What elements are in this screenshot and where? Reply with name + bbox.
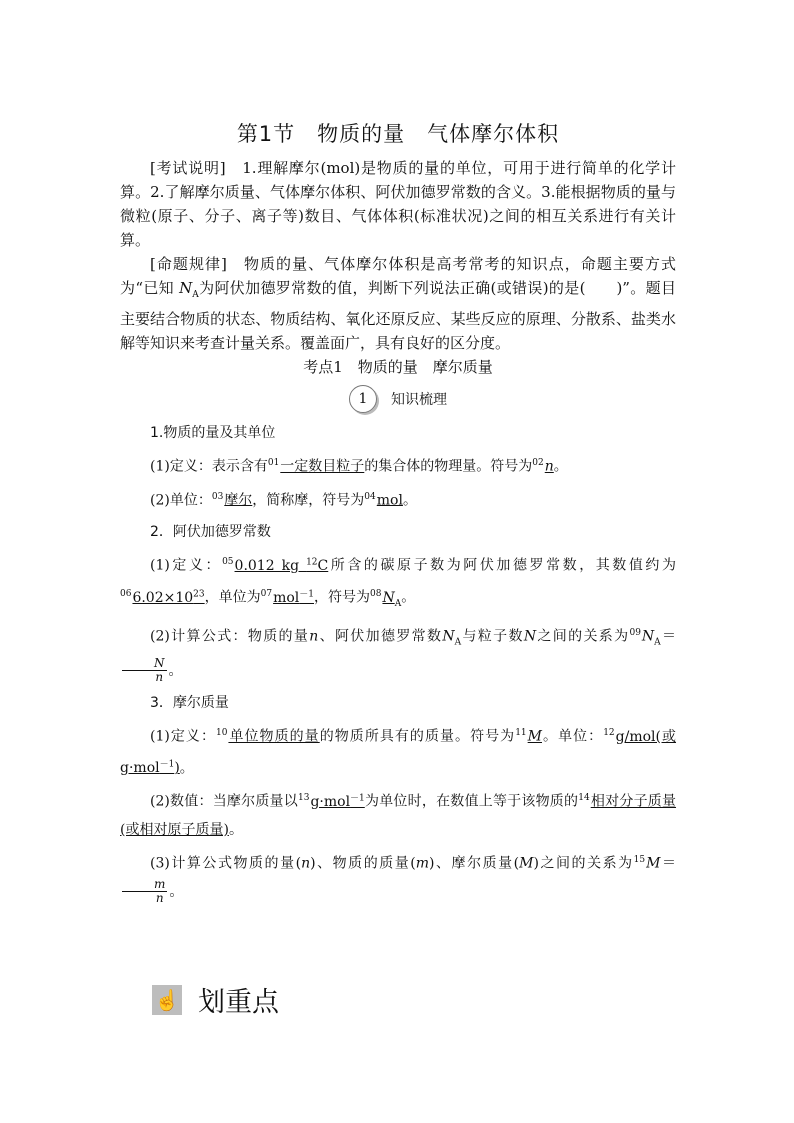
text: 。单位： — [542, 728, 604, 745]
denominator: n — [155, 670, 164, 685]
superscript: －1 — [299, 588, 314, 599]
text: 。 — [168, 662, 183, 679]
var: M — [646, 855, 661, 872]
text: 。 — [553, 458, 568, 475]
rule-na-sub: A — [192, 290, 199, 300]
superscript: －1 — [350, 793, 365, 804]
rule-text-b: 为阿伏加德罗常数的值，判断下列说法正确(或错误)的是( )”。题目主要结合物质的状态、物质结构、氧化还原反应、某些反应的原理、分散系、盐类水解等知识来考查计量关系。覆盖面广，具有良好的区分度。 — [120, 279, 676, 352]
answer-number: 04 — [364, 491, 376, 502]
text: g/mol(或 g·mol — [120, 728, 677, 777]
s3-definition — [120, 719, 676, 782]
answer-blank — [273, 590, 314, 606]
answer-number: 13 — [298, 793, 310, 804]
denominator: n — [155, 891, 164, 905]
text: 、阿伏加德罗常数 — [318, 629, 443, 646]
answer-blank: mol — [376, 492, 403, 509]
answer-number: 14 — [578, 793, 590, 804]
section-3-heading: 3．摩尔质量 — [150, 694, 229, 711]
text: (1)定义：表示含有 — [150, 458, 268, 475]
var: N — [442, 629, 455, 646]
text: N — [382, 589, 395, 606]
answer-number: 09 — [629, 628, 641, 639]
text: (3)计算公式物质的量( — [150, 855, 302, 872]
var: m — [415, 855, 430, 872]
answer-blank: 一定数目粒子 — [280, 458, 365, 475]
answer-blank: 单位物质的量 — [228, 728, 320, 745]
knowledge-label: 知识梳理 — [391, 392, 447, 408]
text: ＝ — [660, 855, 676, 872]
answer-number: 03 — [211, 491, 224, 502]
highlight-label: 划重点 — [198, 987, 279, 1018]
subscript: A — [654, 637, 661, 648]
text: ＝ — [660, 629, 677, 646]
answer-blank — [310, 794, 364, 810]
s1-definition — [120, 449, 676, 481]
page-title: 第1节 物质的量 气体摩尔体积 — [236, 122, 560, 146]
answer-blank — [382, 589, 402, 609]
answer-number: 02 — [532, 458, 544, 468]
answer-blank — [235, 558, 329, 574]
answer-blank: n — [544, 458, 554, 475]
text: )、摩尔质量( — [429, 855, 520, 872]
text: (2)数值：当摩尔质量以 — [150, 793, 298, 810]
subscript: A — [454, 637, 462, 648]
text: 。 — [179, 760, 194, 777]
answer-blank: 摩尔 — [224, 492, 253, 509]
answer-blank — [132, 590, 204, 606]
exam-label: [考试说明] — [150, 159, 226, 177]
text: )之间的关系为 — [533, 855, 634, 872]
fraction — [122, 878, 167, 905]
section-2-heading: 2．阿伏加德罗常数 — [150, 524, 271, 541]
text: 为单位时，在数值上等于该物质的 — [364, 793, 579, 810]
highlight-footer — [152, 980, 279, 1019]
answer-number: 01 — [267, 458, 280, 468]
s1-unit — [120, 483, 676, 515]
s3-formula — [120, 846, 676, 906]
answer-blank: 相对分子质量(或相对原子质量) — [120, 793, 677, 838]
pointing-hand-icon: ☝ — [152, 985, 182, 1015]
superscript: －1 — [159, 759, 175, 770]
s2-definition — [120, 548, 676, 617]
text: g·mol — [310, 793, 351, 810]
proposition-rule — [120, 252, 676, 355]
var: N — [641, 629, 655, 646]
text: 0.012 kg — [234, 557, 307, 574]
text: 。 — [402, 492, 417, 509]
exam-text: 1.理解摩尔(mol)是物质的量的单位，可用于进行简单的化学计算。2.了解摩尔质量、气体摩尔体积、阿伏加德罗常数的含义。3.能根据物质的量与微粒(原子、分子、离子等)数目、气体体积(标准状况)之间的相互关系进行有关计算。 — [120, 159, 676, 249]
page-content — [120, 118, 676, 908]
answer-number: 15 — [633, 854, 646, 865]
fraction — [122, 657, 167, 684]
var: n — [301, 855, 311, 872]
section-number-circle-icon: 1 — [349, 385, 377, 413]
kaodian-heading: 考点1 物质的量 摩尔质量 — [303, 358, 493, 376]
answer-number: 08 — [370, 588, 382, 599]
numerator: N — [122, 657, 167, 671]
text: 的物质所具有的质量。符号为 — [319, 728, 516, 745]
text: (2)单位： — [150, 492, 212, 509]
text: C — [317, 557, 329, 574]
text: 的集合体的物理量。符号为 — [364, 458, 533, 475]
answer-number: 06 — [120, 588, 132, 599]
knowledge-section-header — [120, 385, 676, 413]
text: 。 — [169, 883, 184, 900]
var: N — [523, 629, 537, 646]
rule-text-a: 物质的量、气体摩尔体积是高考常考的知识点，命题主要方式为“已知 — [120, 255, 676, 297]
var: M — [519, 855, 534, 872]
answer-number: 10 — [215, 727, 228, 738]
superscript: 23 — [193, 588, 205, 599]
text: )、物质的质量( — [310, 855, 416, 872]
text: 。 — [401, 589, 416, 606]
text: mol — [273, 589, 300, 606]
answer-number: 11 — [515, 727, 527, 738]
answer-number: 12 — [603, 727, 615, 738]
rule-na: N — [179, 279, 193, 297]
numerator: m — [122, 878, 167, 892]
text: ，简称摩，符号为 — [252, 492, 365, 509]
text: ，符号为 — [314, 589, 370, 606]
text: 所含的碳原子数为阿伏加德罗常数，其数值约为 — [328, 557, 676, 574]
superscript: 12 — [306, 557, 318, 568]
text: ) — [174, 760, 180, 777]
text: 。 — [228, 821, 243, 838]
text: 与粒子数 — [461, 629, 524, 646]
s2-formula — [120, 619, 676, 684]
exam-description — [120, 156, 676, 252]
answer-number: 05 — [222, 557, 234, 568]
text: ，单位为 — [204, 589, 261, 606]
var: n — [309, 629, 319, 646]
text: (1)定义： — [150, 728, 216, 745]
text: 之间的关系为 — [536, 629, 630, 646]
section-1-heading: 1.物质的量及其单位 — [150, 425, 276, 441]
answer-blank: M — [527, 728, 542, 745]
subscript: A — [394, 598, 402, 609]
answer-number: 07 — [260, 588, 273, 599]
text: (2)计算公式：物质的量 — [150, 629, 310, 646]
text: (1)定义： — [150, 557, 223, 574]
s3-value — [120, 784, 676, 844]
rule-label: [命题规律] — [150, 255, 227, 273]
text: 6.02×10 — [132, 589, 194, 606]
